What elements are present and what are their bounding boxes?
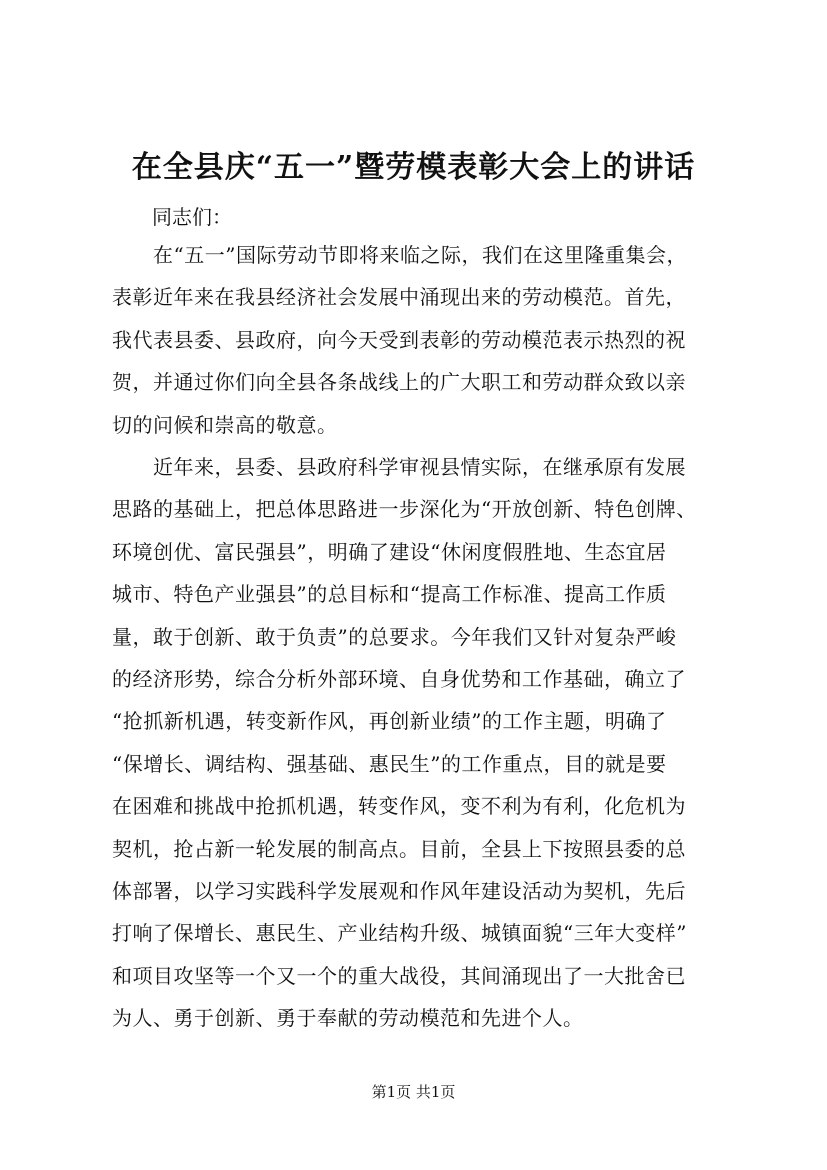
text-line: 在困难和挑战中抢抓机遇，转变作风，变不利为有利，化危机为 [112, 794, 686, 819]
text-line: 契机，抢占新一轮发展的制高点。目前，全县上下按照县委的总 [112, 836, 686, 861]
text-line: 打响了保增长、惠民生、产业结构升级、城镇面貌“三年大变样” [112, 921, 687, 946]
text-line: 思路的基础上，把总体思路进一步深化为“开放创新、特色创牌、 [112, 497, 697, 522]
document-title: 在全县庆“五一”暨劳模表彰大会上的讲话 [131, 150, 696, 185]
text-line: 为人、勇于创新、勇于奉献的劳动模范和先进个人。 [112, 1006, 584, 1031]
text-line: 和项目攻坚等一个又一个的重大战役，其间涌现出了一大批舍已 [112, 963, 686, 988]
text-line: 表彰近年来在我县经济社会发展中涌现出来的劳动模范。首先， [112, 285, 686, 310]
text-line: 体部署，以学习实践科学发展观和作风年建设活动为契机，先后 [112, 879, 686, 904]
text-line: 的经济形势，综合分析外部环境、自身优势和工作基础，确立了 [112, 667, 686, 692]
paragraph-2 [112, 446, 722, 1040]
text-line: 我代表县委、县政府，向今天受到表彰的劳动模范表示热烈的祝 [112, 327, 686, 352]
greeting: 同志们： [152, 205, 232, 229]
text-line: 环境创优、富民强县”，明确了建设“休闲度假胜地、生态宜居 [112, 539, 667, 564]
paragraph-1 [112, 234, 722, 446]
text-line: 量，敢于创新、敢于负责”的总要求。今年我们又针对复杂严峻 [112, 624, 677, 649]
text-line: 近年来，县委、县政府科学审视县情实际，在继承原有发展 [112, 455, 686, 479]
text-line: 在“五一”国际劳动节即将来临之际，我们在这里隆重集会， [112, 243, 687, 267]
text-line: 贺，并通过你们向全县各条战线上的广大职工和劳动群众致以亲 [112, 370, 686, 395]
text-line: “抢抓新机遇，转变新作风，再创新业绩”的工作主题，明确了 [112, 709, 667, 734]
text-line: 切的问候和崇高的敬意。 [112, 412, 338, 437]
text-line: “保增长、调结构、强基础、惠民生”的工作重点，目的就是要 [112, 751, 667, 776]
text-line: 城市、特色产业强县”的总目标和“提高工作标准、提高工作质 [112, 582, 667, 607]
page-footer: 第1页 共1页 [371, 1083, 456, 1101]
